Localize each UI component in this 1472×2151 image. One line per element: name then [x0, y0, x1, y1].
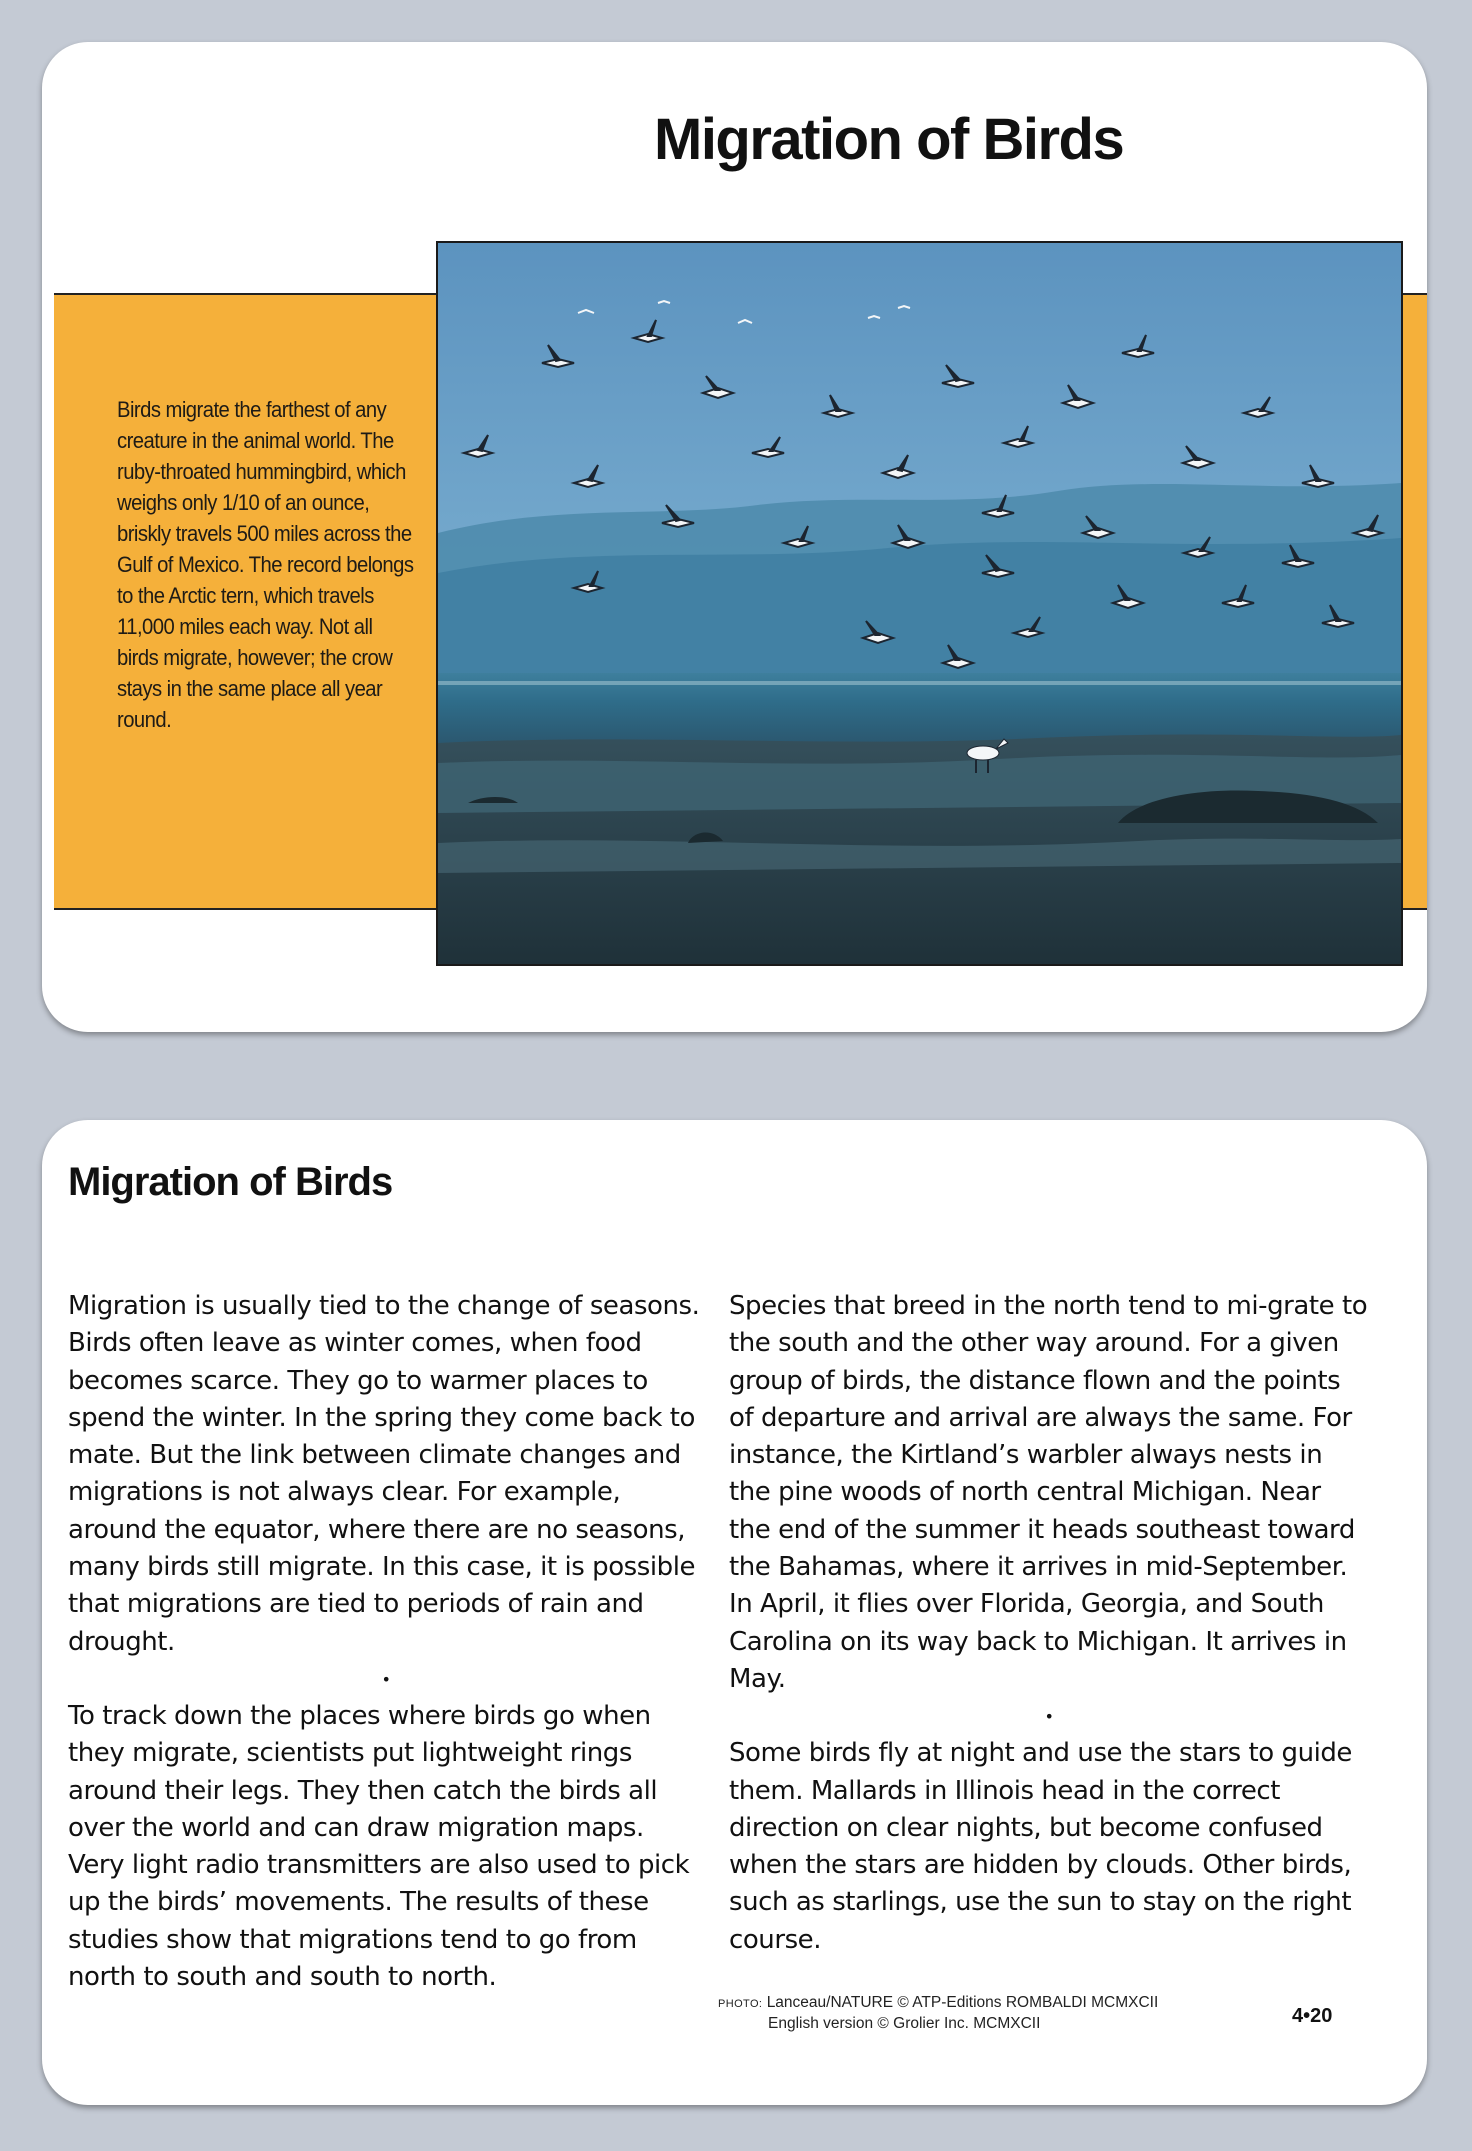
card-number: 4•20 — [1292, 2005, 1333, 2027]
front-title: Migration of Birds — [654, 107, 1124, 172]
bird-photo — [436, 241, 1403, 966]
paragraph: To track down the places where birds go when they migrate, scientists put lightweight rings around their legs. They then catch the birds all over the world and can draw migration maps. Very light radio transmitters are also used to pick up the birds’ movements. The results of these studies show that migrations tend to go from north to south and south to north. — [68, 1700, 690, 1993]
paragraph-separator: • — [381, 1669, 391, 1689]
credits-label: PHOTO: — [718, 1998, 763, 2010]
side-text: Birds migrate the farthest of any creature in the animal world. The ruby-throated hummingbird, which weighs only 1/10 of an ounce, briskly travels 500 miles across the Gulf of Mexico. The record belongs to the Arctic tern, which travels 11,000 miles each way. Not all birds migrate, however; the crow stays in the same place all year round. — [117, 397, 414, 732]
bird-photo-illustration — [438, 243, 1401, 964]
paragraph: Migration is usually tied to the change of seasons. Birds often leave as winter comes, when food becomes scarce. They go to warmer places to spend the winter. In the spring they come back to mate. But the link between climate changes and migrations is not always clear. For example, around the equator, where there are no seasons, many birds still migrate. In this case, it is possible that migrations are tied to periods of rain and drought. — [68, 1291, 700, 1657]
right-column — [729, 1288, 1369, 1959]
front-card — [42, 42, 1427, 1032]
photo-credits — [718, 1993, 1278, 2034]
credits-line2: English version © Grolier Inc. MCMXCII — [768, 2015, 1041, 2032]
paragraph: Some birds fly at night and use the stars to guide them. Mallards in Illinois head in the correct direction on clear nights, but become confused when the stars are hidden by clouds. Other birds, such as starlings, use the sun to stay on the right course. — [729, 1738, 1352, 1955]
paragraph: Species that breed in the north tend to mi-grate to the south and the other way around. For a given group of birds, the distance flown and the points of departure and arrival are always the same. For instance, the Kirtland’s warbler always nests in the pine woods of north central Michigan. Near the end of the summer it heads southeast toward the Bahamas, where it arrives in mid-September. In April, it flies over Florida, Georgia, and South Carolina on its way back to Michigan. It arrives in May. — [729, 1291, 1368, 1694]
credits-line1: Lanceau/NATURE © ATP-Editions ROMBALDI MCMXCII — [766, 1994, 1159, 2011]
back-card — [42, 1120, 1427, 2105]
paragraph-separator: • — [1044, 1707, 1054, 1727]
left-column — [68, 1288, 704, 1996]
back-title: Migration of Birds — [68, 1160, 393, 1204]
